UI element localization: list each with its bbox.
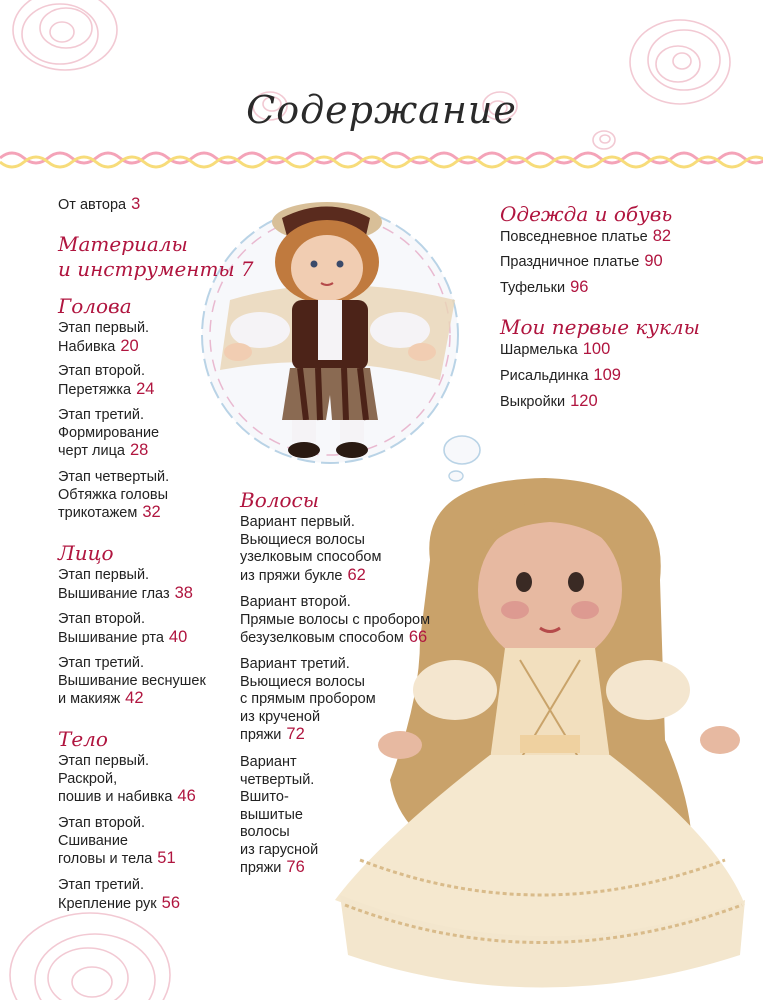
toc-entry[interactable] <box>500 393 598 412</box>
toc-entry[interactable] <box>240 514 381 585</box>
toc-entry-materials[interactable] <box>58 232 253 282</box>
toc-page-number: 109 <box>593 366 621 384</box>
toc-entry[interactable] <box>500 341 610 360</box>
section-heading-litso: Лицо <box>58 541 114 565</box>
swirl-small-right-icon <box>593 131 615 149</box>
toc-entry[interactable] <box>58 655 206 709</box>
page-title: Содержание <box>246 88 517 132</box>
toc-page-number: 90 <box>644 252 663 270</box>
toc-entry[interactable] <box>500 228 671 247</box>
section-heading-odezhda: Одежда и обувь <box>500 202 673 226</box>
toc-entry-label: Вариант второй. Прямые волосы с пробором безузелковым способом <box>240 594 431 646</box>
toc-entry-label: Этап первый. Раскрой, пошив и набивка <box>58 753 173 805</box>
toc-entry-label: Этап второй. Перетяжка <box>58 363 146 398</box>
toc-page-number: 40 <box>168 627 188 646</box>
toc-entry[interactable] <box>500 253 663 272</box>
toc-entry-label: Рисальдинка <box>500 368 589 384</box>
toc-entry[interactable] <box>58 469 169 523</box>
toc-entry[interactable] <box>500 279 588 298</box>
wavy-border <box>0 153 763 167</box>
toc-page-number: 32 <box>142 503 161 521</box>
toc-page-number: 3 <box>131 195 141 213</box>
toc-entry[interactable] <box>58 407 159 461</box>
toc-entry-label: Этап четвертый. Обтяжка головы трикотажем <box>58 469 170 521</box>
toc-page-number: 100 <box>582 340 611 358</box>
toc-entry[interactable] <box>58 753 196 807</box>
toc-entry-label: Этап второй. Вышивание рта <box>58 611 164 646</box>
toc-page-number: 120 <box>570 392 598 410</box>
toc-entry-intro[interactable] <box>58 196 140 215</box>
toc-entry-label: Этап первый. Набивка <box>58 320 150 355</box>
toc-page-number: 76 <box>286 858 305 876</box>
toc-entry-label: От автора <box>58 197 127 213</box>
toc-entry[interactable] <box>240 656 376 745</box>
section-heading-golova: Голова <box>58 294 132 318</box>
toc-page-number: 51 <box>157 849 176 867</box>
toc-entry[interactable] <box>58 320 149 356</box>
toc-entry-label: Повседневное платье <box>500 229 648 245</box>
toc-entry[interactable] <box>240 754 318 878</box>
toc-entry[interactable] <box>58 363 154 399</box>
section-heading-materials: Материалы и инструменты <box>58 232 235 281</box>
toc-entry-label: Этап первый. Вышивание глаз <box>58 567 170 602</box>
swirl-top-left-icon <box>13 0 117 70</box>
toc-entry-label: Этап второй. Сшивание головы и тела <box>58 815 153 867</box>
toc-entry-label: Шармелька <box>500 342 578 358</box>
toc-page-number: 7 <box>240 257 254 281</box>
swirl-bottom-left-icon <box>10 913 170 1000</box>
toc-page-number: 38 <box>174 583 193 602</box>
toc-entry-label: Вариант четвертый. Вшито- вышитые волосы из гарусной пряжи <box>240 754 319 876</box>
toc-page-number: 96 <box>570 278 589 296</box>
toc-entry[interactable] <box>58 567 193 603</box>
toc-page-number: 66 <box>408 628 428 646</box>
toc-entry-label: Вариант третий. Вьющиеся волосы с прямым пробором из крученой пряжи <box>240 656 376 743</box>
toc-page-number: 42 <box>125 689 144 707</box>
section-heading-kukly: Мои первые куклы <box>500 315 700 339</box>
toc-page-number: 56 <box>161 893 181 912</box>
toc-page-number: 46 <box>177 787 196 805</box>
section-heading-volosy: Волосы <box>240 488 320 512</box>
toc-entry[interactable] <box>240 594 430 648</box>
toc-entry-label: Туфельки <box>500 280 566 296</box>
toc-page-number: 72 <box>286 725 305 743</box>
toc-entry[interactable] <box>500 367 621 386</box>
toc-entry[interactable] <box>58 611 187 647</box>
toc-entry-label: Этап третий. Крепление рук <box>58 877 157 912</box>
toc-page-number: 28 <box>129 441 149 459</box>
toc-page-number: 82 <box>652 227 672 245</box>
girl-doll-photo <box>335 478 745 988</box>
toc-entry[interactable] <box>58 815 176 869</box>
toc-page-number: 24 <box>136 379 155 398</box>
toc-entry-label: Праздничное платье <box>500 254 640 270</box>
toc-entry-label: Этап третий. Формирование черт лица <box>58 407 160 459</box>
toc-entry-label: Этап третий. Вышивание веснушек и макияж <box>58 655 206 707</box>
toc-entry-label: Выкройки <box>500 394 566 410</box>
section-heading-telo: Тело <box>58 727 108 751</box>
toc-page-number: 20 <box>120 336 139 355</box>
toc-entry[interactable] <box>58 877 180 913</box>
toc-entry-label: Вариант первый. Вьющиеся волосы узелковым способом из пряжи букле <box>240 514 382 584</box>
toc-page-number: 62 <box>347 565 366 584</box>
